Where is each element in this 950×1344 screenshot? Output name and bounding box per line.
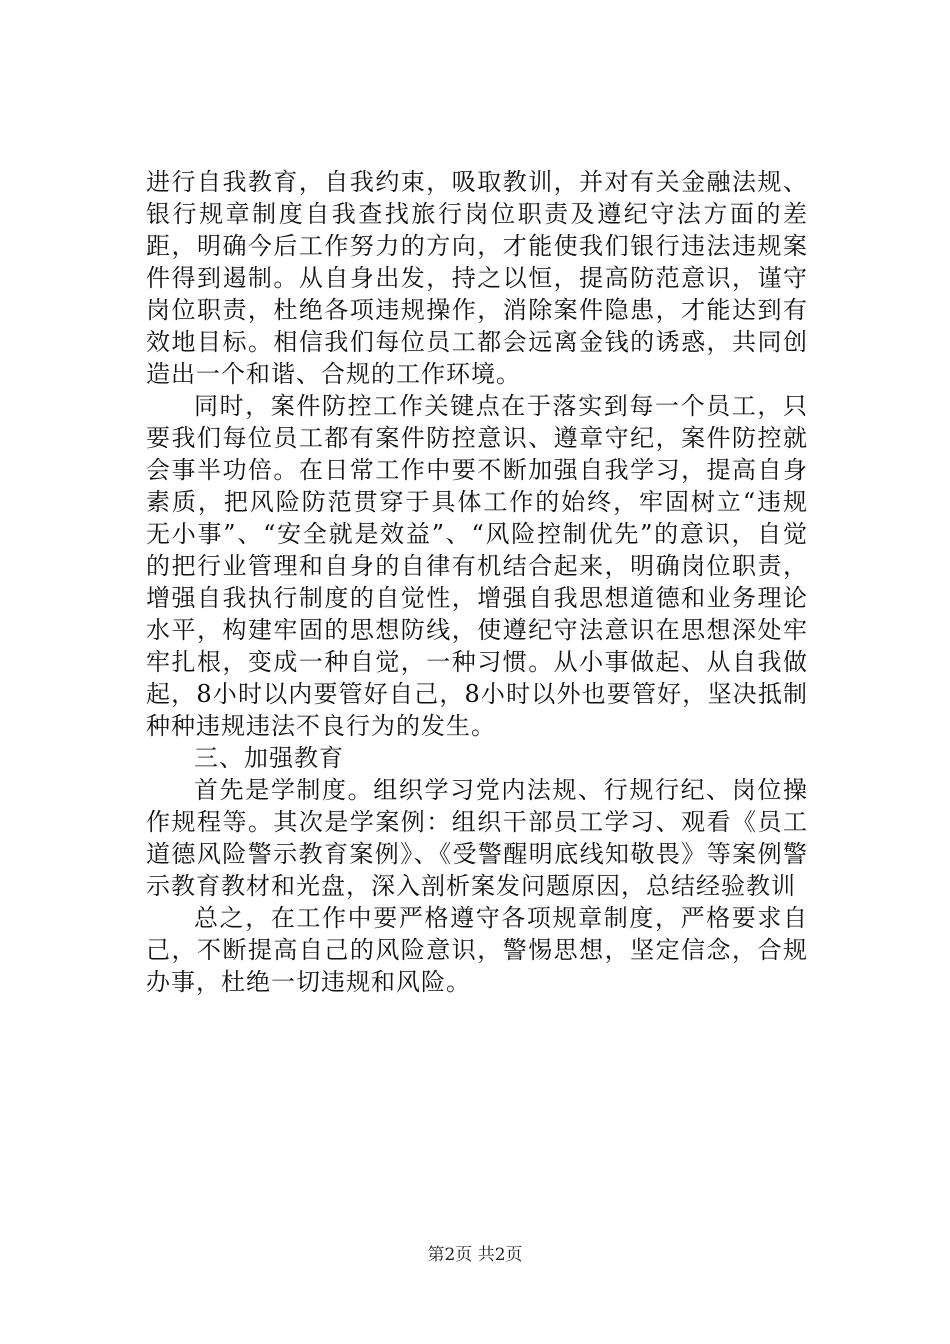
paragraph-study-rules: 首先是学制度。组织学习党内法规、行规行纪、岗位操作规程等。其次是学案例：组织干部员工学习、观看《员工道德风险警示教育案例》、《受警醒明底线知敬畏》等案例警示教育教材和光盘，深入剖析案发问题原因，总结经验教训 <box>146 776 808 900</box>
page-number: 第2页 <box>427 1245 473 1265</box>
paragraph-case-prevention: 同时，案件防控工作关键点在于落实到每一个员工，只要我们每位员工都有案件防控意识、遵章守纪，案件防控就会事半功倍。在日常工作中要不断加强自我学习，提高自身素质，把风险防范贯穿于具体工作的始终，牢固树立“违规无小事”、“安全就是效益”、“风险控制优先”的意识，自觉的把行业管理和自身的自律有机结合起来，明确岗位职责，增强自我执行制度的自觉性，增强自我思想道德和业务理论水平，构建牢固的思想防线，使遵纪守法意识在思想深处牢牢扎根，变成一种自觉，一种习惯。从小事做起、从自我做起，8小时以内要管好自己，8小时以外也要管好，坚决抵制种种违规违法不良行为的发生。 <box>146 392 808 740</box>
paragraph-conclusion: 总之，在工作中要严格遵守各项规章制度，严格要求自己，不断提高自己的风险意识，警惕思想，坚定信念，合规办事，杜绝一切违规和风险。 <box>146 904 808 996</box>
document-body <box>146 166 808 998</box>
paragraph-continuation: 进行自我教育，自我约束，吸取教训，并对有关金融法规、银行规章制度自我查找旅行岗位职责及遵纪守法方面的差距，明确今后工作努力的方向，才能使我们银行违法违规案件得到遏制。从自身出发，持之以恒，提高防范意识，谨守岗位职责，杜绝各项违规操作，消除案件隐患，才能达到有效地目标。相信我们每位员工都会远离金钱的诱惑，共同创造出一个和谐、合规的工作环境。 <box>146 168 808 388</box>
page-footer <box>0 1244 950 1266</box>
page-total: 共2页 <box>477 1245 523 1265</box>
section-heading-strengthen-education: 三、加强教育 <box>194 744 344 772</box>
